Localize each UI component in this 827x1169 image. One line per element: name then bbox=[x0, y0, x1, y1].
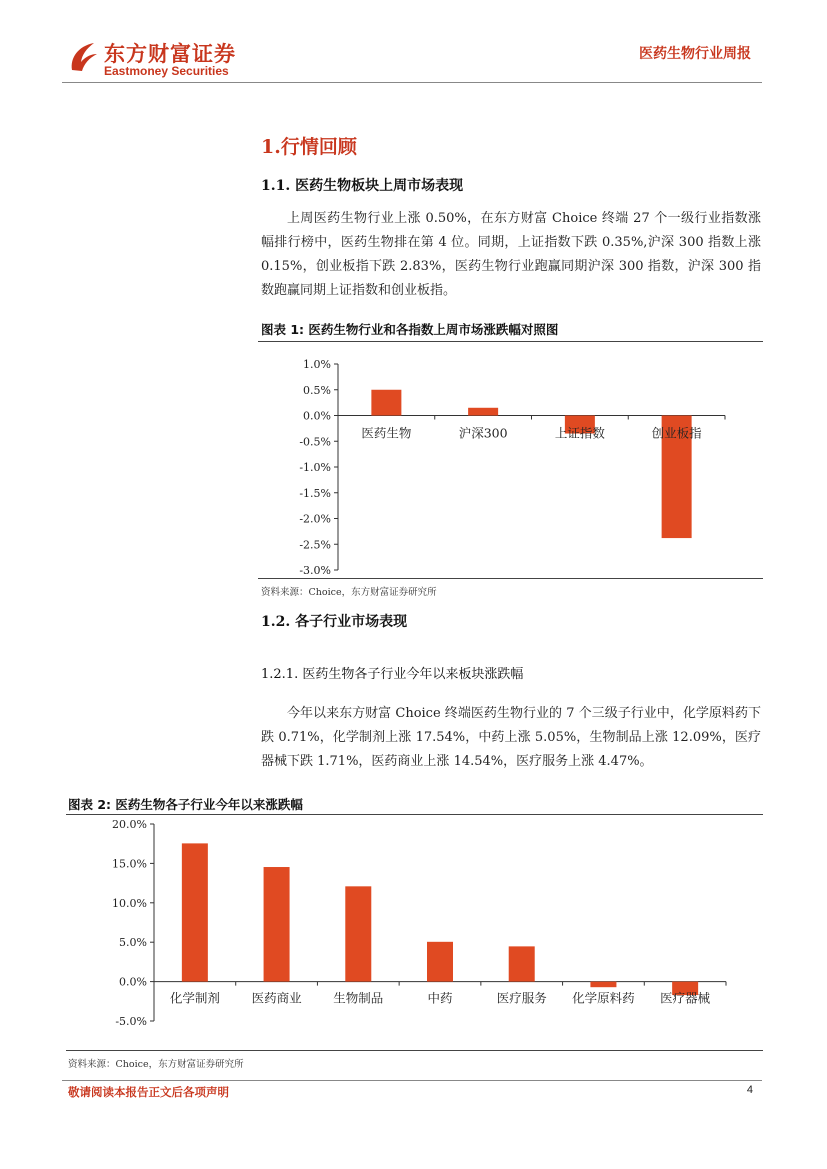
figure-1-top-rule bbox=[258, 341, 763, 342]
figure-2-top-rule bbox=[66, 814, 763, 815]
figure-1-source: 资料来源：Choice，东方财富证券研究所 bbox=[261, 587, 437, 598]
eastmoney-logo-icon bbox=[66, 40, 100, 74]
footer-divider bbox=[62, 1080, 762, 1081]
bar bbox=[590, 982, 616, 988]
paragraph-text: 今年以来东方财富 Choice 终端医药生物行业的 7 个三级子行业中，化学原料药下跌 0.71%，化学制剂上涨 17.54%，中药上涨 5.05%，生物制品上涨 12.09%，医疗器械下跌 1.71%，医药商业上涨 14.54%，医疗服务上涨 4.47%。 bbox=[261, 706, 761, 769]
y-tick-label: 5.0% bbox=[119, 936, 147, 950]
y-tick-label: -3.0% bbox=[299, 564, 331, 577]
figure-1-bottom-rule bbox=[258, 578, 763, 579]
logo bbox=[66, 38, 246, 80]
y-tick-label: -2.0% bbox=[299, 512, 331, 526]
y-tick-label: 1.0% bbox=[303, 358, 331, 371]
bar bbox=[468, 408, 498, 416]
y-tick-label: -0.5% bbox=[299, 435, 331, 449]
footer-disclaimer: 敬请阅读本报告正文后各项声明 bbox=[68, 1085, 229, 1099]
figure-2-title: 图表 2: 医药生物各子行业今年以来涨跌幅 bbox=[68, 797, 303, 812]
header-divider bbox=[62, 82, 762, 83]
y-tick-label: 10.0% bbox=[112, 896, 147, 910]
y-tick-label: 0.0% bbox=[303, 409, 331, 423]
x-category-label: 医药商业 bbox=[251, 990, 302, 1006]
x-category-label: 创业板指 bbox=[651, 425, 702, 441]
section-heading-1: 1.行情回顾 bbox=[261, 136, 357, 158]
section-heading-1-2: 1.2. 各子行业市场表现 bbox=[261, 614, 408, 630]
y-tick-label: 15.0% bbox=[112, 857, 147, 871]
paragraph-weekly-performance bbox=[261, 207, 761, 303]
figure-1-title: 图表 1: 医药生物行业和各指数上周市场涨跌幅对照图 bbox=[261, 322, 559, 337]
x-category-label: 生物制品 bbox=[333, 990, 384, 1006]
paragraph-text: 上周医药生物行业上涨 0.50%，在东方财富 Choice 终端 27 个一级行业指数涨幅排行榜中，医药生物排在第 4 位。同期，上证指数下跌 0.35%,沪深 300 指数上涨 0.15%，创业板指下跌 2.83%，医药生物行业跑赢同期沪深 300 指数，沪深 300 指数跑赢同期上证指数和创业板指。 bbox=[261, 211, 761, 298]
bar bbox=[345, 886, 371, 981]
figure-1-chart bbox=[258, 343, 763, 577]
bar bbox=[264, 867, 290, 982]
y-tick-label: 0.5% bbox=[303, 383, 331, 397]
logo-text-en: Eastmoney Securities bbox=[104, 64, 229, 78]
section-heading-1-2-1: 1.2.1. 医药生物各子行业今年以来板块涨跌幅 bbox=[261, 667, 524, 682]
x-category-label: 沪深300 bbox=[458, 425, 508, 441]
x-category-label: 医疗服务 bbox=[496, 990, 547, 1006]
figure-2-bottom-rule bbox=[66, 1050, 763, 1051]
x-category-label: 化学原料药 bbox=[572, 990, 635, 1006]
x-category-label: 医药生物 bbox=[361, 425, 412, 441]
y-tick-label: 0.0% bbox=[119, 975, 147, 989]
x-category-label: 上证指数 bbox=[554, 425, 605, 441]
figure-2-chart bbox=[66, 816, 763, 1048]
x-category-label: 化学制剂 bbox=[169, 990, 220, 1006]
report-type: 医药生物行业周报 bbox=[639, 46, 751, 62]
section-heading-1-1: 1.1. 医药生物板块上周市场表现 bbox=[261, 178, 464, 194]
page-number: 4 bbox=[746, 1084, 753, 1096]
x-category-label: 医疗器械 bbox=[660, 990, 711, 1006]
y-tick-label: -2.5% bbox=[299, 538, 331, 552]
y-tick-label: -1.5% bbox=[299, 486, 331, 500]
y-tick-label: 20.0% bbox=[112, 818, 147, 831]
x-category-label: 中药 bbox=[427, 990, 453, 1006]
y-tick-label: -1.0% bbox=[299, 461, 331, 474]
bar bbox=[182, 843, 208, 981]
bar bbox=[371, 390, 401, 416]
figure-2-source: 资料来源：Choice，东方财富证券研究所 bbox=[68, 1059, 244, 1070]
logo-text-cn: 东方财富证券 bbox=[104, 42, 236, 66]
bar bbox=[427, 942, 453, 982]
paragraph-subindustry bbox=[261, 702, 761, 774]
y-tick-label: -5.0% bbox=[115, 1015, 147, 1028]
bar bbox=[509, 946, 535, 981]
